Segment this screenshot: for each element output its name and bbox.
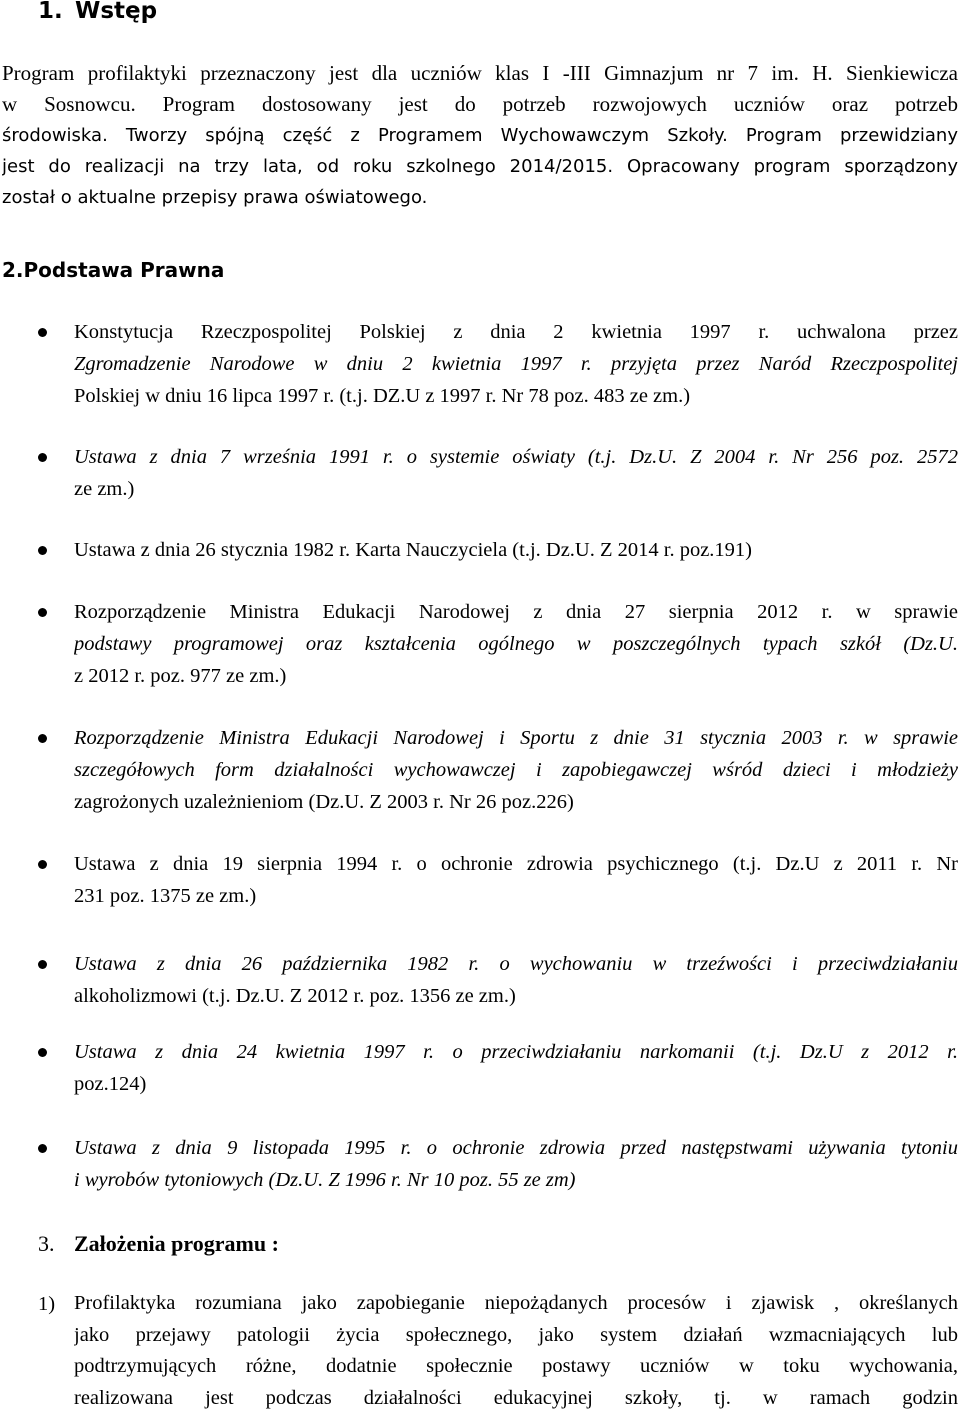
intro-line-3: środowiska. Tworzy spójną część z Programem Wychowawczym Szkoły. Program przewidziany [2,125,958,146]
list-item-line: 231 poz. 1375 ze zm.) [74,885,257,907]
section-3-heading [38,1228,279,1260]
list-item-line: realizowana jest podczas działalności edukacyjnej szkoły, tj. w ramach godzin [74,1386,958,1409]
bullet-icon [38,1048,47,1057]
bullet-icon [38,860,47,869]
list-item-line: Ustawa z dnia 9 listopada 1995 r. o ochronie zdrowia przed następstwami używania tytoniu [74,1137,958,1159]
list-item-line: Ustawa z dnia 7 września 1991 r. o systemie oświaty (t.j. Dz.U. Z 2004 r. Nr 256 poz. 2572 [74,446,958,468]
section-2-heading: 2.Podstawa Prawna [2,258,225,282]
bullet-icon [38,1144,47,1153]
list-item-line: Ustawa z dnia 19 sierpnia 1994 r. o ochronie zdrowia psychicznego (t.j. Dz.U z 2011 r. Nr [74,853,958,875]
bullet-icon [38,608,47,617]
list-item-line: szczegółowych form działalności wychowawczej i zapobiegawczej wśród dzieci i młodzieży [74,759,958,781]
list-item-line: Ustawa z dnia 26 stycznia 1982 r. Karta Nauczyciela (t.j. Dz.U. Z 2014 r. poz.191) [74,539,752,561]
list-item-line: Polskiej w dniu 16 lipca 1997 r. (t.j. DZ.U z 1997 r. Nr 78 poz. 483 ze zm.) [74,385,691,407]
bullet-icon [38,960,47,969]
list-item-line: Konstytucja Rzeczpospolitej Polskiej z dnia 2 kwietnia 1997 r. uchwalona przez [74,321,958,343]
list-item-line: i wyrobów tytoniowych (Dz.U. Z 1996 r. Nr 10 poz. 55 ze zm) [74,1169,576,1191]
list-item-line: z 2012 r. poz. 977 ze zm.) [74,665,287,687]
section-1-heading [38,0,157,26]
intro-paragraph [2,58,958,213]
list-item-line: Ustawa z dnia 26 października 1982 r. o wychowaniu w trzeźwości i przeciwdziałaniu [74,953,958,975]
bullet-icon [38,328,47,337]
list-item-line: jako przejawy patologii życia społecznego, jako system działań wzmacniających lub [74,1323,958,1346]
list-item-line: zagrożonych uzależnieniom (Dz.U. Z 2003 r. Nr 26 poz.226) [74,791,574,813]
list-item-line: Ustawa z dnia 24 kwietnia 1997 r. o przeciwdziałaniu narkomanii (t.j. Dz.U z 2012 r. [74,1041,958,1063]
list-item-number: 1) [38,1293,56,1315]
intro-line-5: został o aktualne przepisy prawa oświatowego. [2,187,428,208]
section-3-number: 3. [38,1231,55,1256]
section-1-number: 1. [38,0,63,24]
list-item-line: Profilaktyka rozumiana jako zapobieganie niepożądanych procesów i zjawisk , określanych [74,1292,958,1314]
section-1-title: Wstęp [75,0,158,24]
list-item-line: podstawy programowej oraz kształcenia ogólnego w poszczególnych typach szkół (Dz.U. [74,633,958,655]
bullet-icon [38,734,47,743]
bullet-icon [38,453,47,462]
bullet-icon [38,546,47,555]
intro-line-2: w Sosnowcu. Program dostosowany jest do potrzeb rozwojowych uczniów oraz potrzeb [2,92,958,116]
section-3-title: Założenia programu : [74,1231,279,1256]
intro-line-1: Program profilaktyki przeznaczony jest dla uczniów klas I -III Gimnazjum nr 7 im. H. Sienkiewicza [2,61,958,85]
list-item-line: podtrzymujących różne, dodatnie społecznie postawy uczniów w toku wychowania, [74,1355,958,1377]
list-item-line: Zgromadzenie Narodowe w dniu 2 kwietnia 1997 r. przyjęta przez Naród Rzeczpospolitej [74,353,958,375]
list-item-line: ze zm.) [74,478,135,500]
intro-line-4: jest do realizacji na trzy lata, od roku szkolnego 2014/2015. Opracowany program sporządzony [2,156,958,177]
list-item-line: poz.124) [74,1073,147,1095]
list-item-line: Rozporządzenie Ministra Edukacji Narodowej z dnia 27 sierpnia 2012 r. w sprawie [74,601,958,623]
list-item-line: Rozporządzenie Ministra Edukacji Narodowej i Sportu z dnie 31 stycznia 2003 r. w sprawie [74,727,958,749]
list-item-line: alkoholizmowi (t.j. Dz.U. Z 2012 r. poz. 1356 ze zm.) [74,985,516,1007]
